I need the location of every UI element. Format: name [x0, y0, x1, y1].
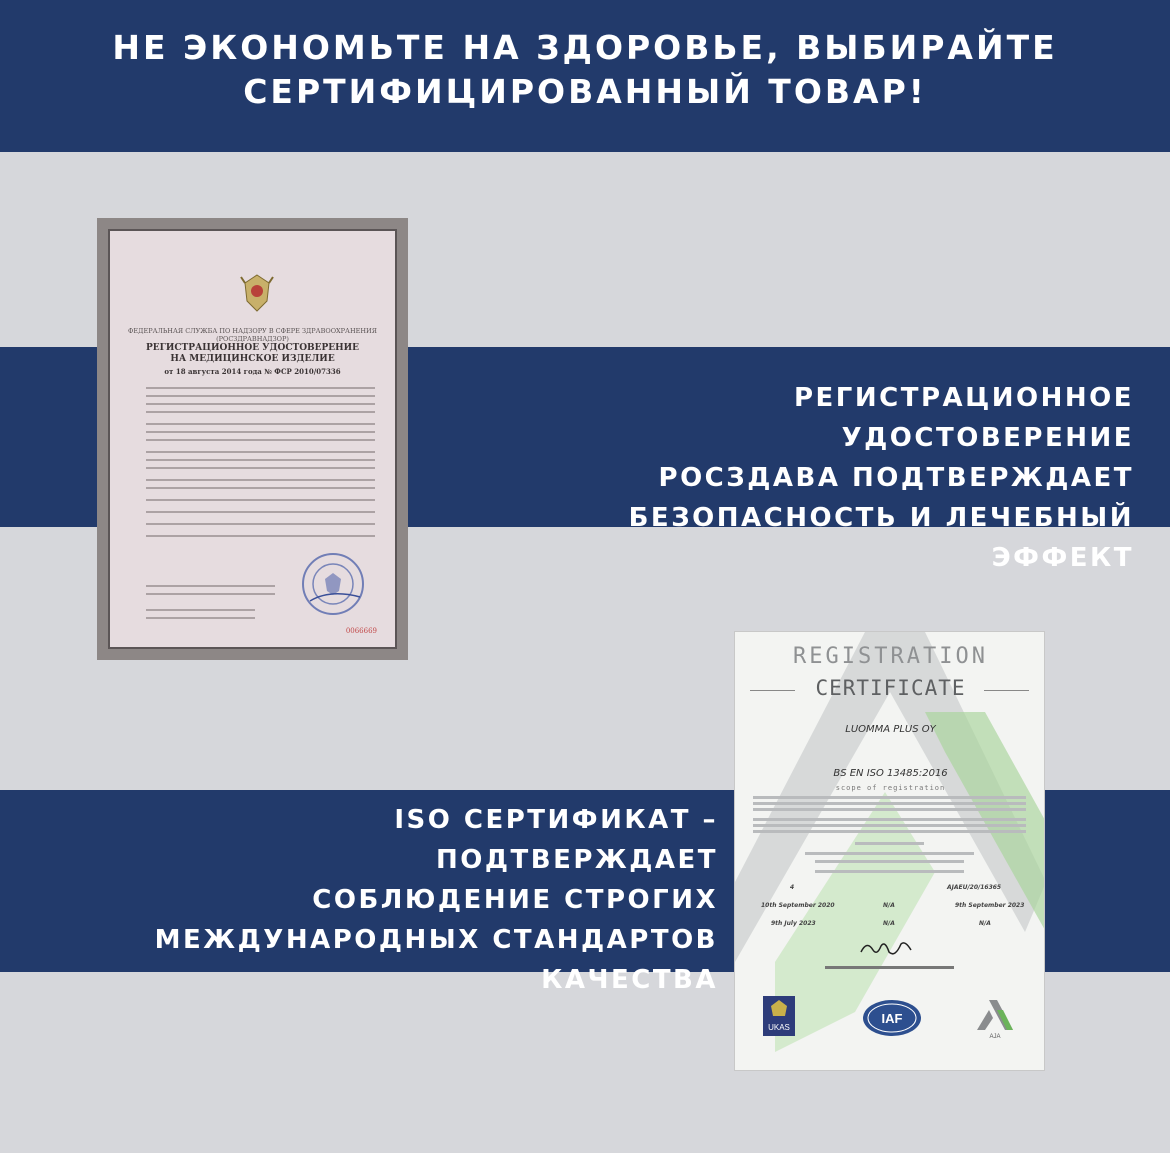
roszdrav-caption-line-1: РЕГИСТРАЦИОННОЕ УДОСТОВЕРЕНИЕ [793, 383, 1134, 453]
text-line [753, 824, 1026, 827]
text-line [146, 593, 275, 595]
text-line [146, 459, 375, 461]
text-line [146, 523, 375, 525]
iaf-logo [861, 998, 923, 1038]
agency-name: ФЕДЕРАЛЬНАЯ СЛУЖБА ПО НАДЗОРУ В СФЕРЕ ЗДРАВООХРАНЕНИЯ (РОСЗДРАВНАДЗОР) [128, 327, 377, 343]
roszdrav-caption [494, 378, 1134, 578]
text-line [146, 609, 255, 611]
text-line [146, 467, 375, 469]
iso-caption-line-4: КАЧЕСТВА [541, 965, 718, 995]
text-line [146, 511, 375, 513]
na-value-1: N/A [883, 902, 895, 909]
headline-line-2: СЕРТИФИЦИРОВАННЫЙ ТОВАР! [243, 72, 927, 111]
text-line [805, 852, 974, 855]
signatory-line [825, 966, 954, 969]
expiry-date: 9th September 2023 [955, 902, 1025, 909]
text-line [753, 796, 1026, 799]
registration-heading: REGISTRATION [793, 644, 988, 669]
text-line [753, 802, 1026, 805]
text-line [146, 487, 375, 489]
company-name: LUOMMA PLUS OY [845, 724, 936, 735]
text-line [146, 439, 375, 441]
certificate-number: AJAEU/20/16365 [947, 884, 1002, 891]
initial-date: 10th September 2020 [761, 902, 835, 909]
text-line [753, 808, 1026, 811]
text-line [146, 423, 375, 425]
text-line [146, 403, 375, 405]
text-line [146, 395, 375, 397]
ukas-label: UKAS [768, 1023, 790, 1032]
text-line [146, 431, 375, 433]
roszdrav-caption-line-3: БЕЗОПАСНОСТЬ И ЛЕЧЕБНЫЙ ЭФФЕКТ [628, 503, 1134, 573]
iso-caption-line-2: СОБЛЮДЕНИЕ СТРОГИХ [312, 885, 718, 915]
iso-standard: BS EN ISO 13485:2016 [833, 768, 948, 779]
roszdrav-caption-line-2: РОСЗДАВА ПОДТВЕРЖДАЕТ [658, 463, 1134, 493]
iaf-label: IAF [881, 1011, 903, 1026]
text-line [855, 842, 924, 845]
text-line [146, 535, 375, 537]
text-line [146, 451, 375, 453]
text-line [146, 387, 375, 389]
issue-number: 4 [790, 884, 795, 891]
certificate-title-line-1: РЕГИСТРАЦИОННОЕ УДОСТОВЕРЕНИЕ [146, 343, 359, 353]
ukas-crown-icon [759, 992, 799, 1044]
roszdrav-certificate-page [108, 229, 397, 649]
certificate-title-line-2: НА МЕДИЦИНСКОЕ ИЗДЕЛИЕ [170, 354, 335, 364]
text-line [146, 499, 375, 501]
text-line [815, 860, 964, 863]
signature-icon [857, 938, 917, 960]
serial-number: 0066669 [345, 627, 377, 635]
headline-line-1: НЕ ЭКОНОМЬТЕ НА ЗДОРОВЬЕ, ВЫБИРАЙТЕ [112, 28, 1058, 67]
certificate-number: от 18 августа 2014 года № ФСР 2010/07336 [164, 367, 341, 376]
iso-caption [110, 800, 718, 1000]
scope-label: scope of registration [835, 784, 946, 792]
certificate-title [124, 343, 381, 365]
aja-label: AJA [989, 1034, 1001, 1040]
text-line [146, 585, 275, 587]
surveillance-date: 9th July 2023 [771, 920, 816, 927]
na-value-3: N/A [979, 920, 991, 927]
text-line [815, 870, 964, 873]
na-value-2: N/A [883, 920, 895, 927]
ukas-logo [759, 992, 799, 1044]
aja-mark-icon [973, 996, 1017, 1040]
roszdrav-certificate-image [97, 218, 408, 660]
coat-of-arms-icon [239, 271, 275, 315]
aja-logo [973, 996, 1017, 1040]
stamp-icon [300, 551, 366, 617]
text-line [753, 830, 1026, 833]
iso-certificate-image [734, 631, 1045, 1071]
text-line [146, 479, 375, 481]
text-line [753, 818, 1026, 821]
iso-caption-line-3: МЕЖДУНАРОДНЫХ СТАНДАРТОВ [154, 925, 718, 955]
text-line [146, 411, 375, 413]
headline [0, 26, 1170, 114]
iso-caption-line-1: ISO СЕРТИФИКАТ – ПОДТВЕРЖДАЕТ [394, 805, 718, 875]
certificate-heading: CERTIFICATE [815, 676, 966, 700]
iaf-emblem-icon [861, 998, 923, 1038]
text-line [146, 617, 255, 619]
